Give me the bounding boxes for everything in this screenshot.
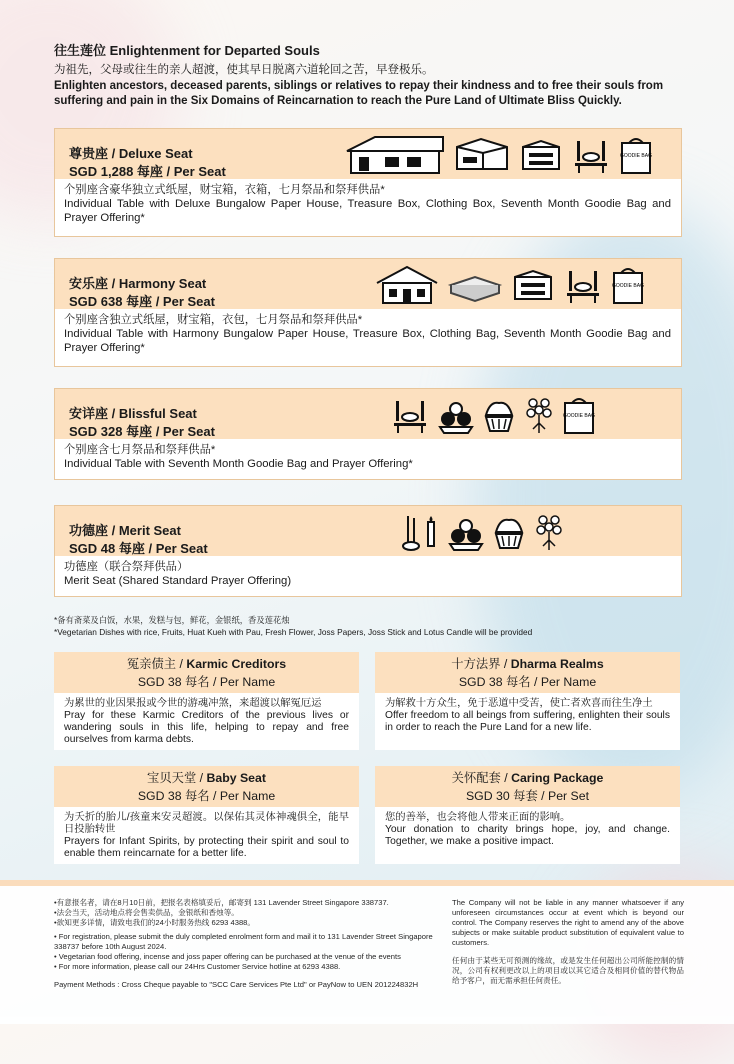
seat-body [55, 439, 681, 477]
seat-name: 安乐座 / Harmony Seat [69, 276, 207, 291]
payment-methods: Payment Methods : Cross Cheque payable to "SCC Care Services Pte Ltd" or PayNow to UEN 201224832H [54, 980, 419, 989]
seat-merit [54, 505, 682, 597]
card-desc-en: Your donation to charity brings hope, joy, and change. Together, we make a positive impact. [385, 824, 670, 847]
footer-left [54, 898, 446, 990]
card-title-en: Baby Seat [206, 771, 266, 785]
seat-price: SGD 48 每座 / Per Seat [69, 541, 208, 556]
flower-offering-icon [534, 512, 564, 552]
card-price: SGD 38 每名 / Per Name [137, 789, 276, 803]
footer-zh-line: •有意报名者，请在8月10日前，把报名表格填妥后，邮寄到 131 Lavender Street Singapore 338737. [54, 898, 389, 907]
footer-right [452, 898, 684, 986]
seat-header [55, 129, 681, 179]
flower-offering-icon [524, 395, 554, 435]
card-price: SGD 38 每名 / Per Name [137, 675, 276, 689]
provision-note [54, 614, 532, 638]
card-header [375, 652, 680, 693]
footer-en-line: • For registration, please submit the duly completed enrolment form and mail it to 131 Lavender Street Singapore 338737 before 10th August 2024. [54, 932, 433, 951]
candles-offering-icon [563, 265, 603, 305]
card-price: SGD 38 每名 / Per Name [458, 675, 597, 689]
card-baby-seat [54, 766, 359, 864]
seat-body [55, 556, 681, 594]
seat-body [55, 179, 681, 231]
card-body [54, 807, 359, 866]
card-desc-zh: 为累世的业因果报或今世的游魂冲煞，来超渡以解冤厄运 [64, 698, 322, 709]
card-desc-zh: 您的善举，也会将他人带来正面的影响。 [385, 812, 571, 823]
treasure-box-icon [447, 265, 503, 305]
footer [0, 880, 734, 1024]
goodie-bag-label: GOODIE BAG [563, 413, 595, 419]
goodie-bag-label: GOODIE BAG [620, 153, 652, 159]
seat-desc-zh: 功德座（联合祭拜供品） [64, 561, 189, 573]
footer-en-line: • Vegetarian food offering, incense and joss paper offering can be purchased at the venue of the events [54, 952, 401, 961]
seat-name: 尊贵座 / Deluxe Seat [69, 146, 193, 161]
goodie-bag-icon [611, 265, 645, 305]
provision-note-en: *Vegetarian Dishes with rice, Fruits, Huat Kueh with Pau, Fresh Flower, Joss Papers, Joss Stick and Lotus Candle will be provided [54, 627, 533, 637]
seat-blissful [54, 388, 682, 480]
seat-desc-en: Merit Seat (Shared Standard Prayer Offering) [64, 575, 292, 587]
footer-bar [0, 880, 734, 886]
card-caring-package [375, 766, 680, 864]
card-title-en: Karmic Creditors [186, 657, 287, 671]
disclaimer-en: The Company will not be liable in any manner whatsoever if any unforeseen circumstances occur at event which is beyond our control. The Company reserves the right to amend any of the above subjects or make suitable product substitution of equivalent value to customers. [452, 898, 684, 947]
card-header [54, 652, 359, 693]
fruit-offering-icon [448, 512, 484, 552]
seat-header [55, 506, 681, 556]
seat-header [55, 259, 681, 309]
seat-desc-zh: 个别座含豪华独立式纸屋，财宝箱，衣箱，七月祭品和祭拜供品* [64, 184, 385, 196]
seat-deluxe [54, 128, 682, 237]
card-title-zh: 十方法界 / [451, 657, 511, 671]
footer-en-line: • For more information, please call our 24Hrs Customer Service hotline at 6293 4388. [54, 962, 341, 971]
seat-body [55, 309, 681, 361]
intro-title: 往生莲位 Enlightenment for Departed Souls [54, 43, 320, 58]
seat-name: 功德座 / Merit Seat [69, 523, 181, 538]
card-title-en: Dharma Realms [510, 657, 604, 671]
card-desc-en: Pray for these Karmic Creditors of the previous lives or wandering souls in this life, helping to repay and free ourselves from karma debts. [64, 710, 349, 745]
bungalow-house-icon [345, 135, 445, 175]
intro-subtitle-en: Enlighten ancestors, deceased parents, siblings or relatives to repay their kindness and to free their souls from suffering and pain in the Six Domains of Reincarnation to reach the Pure Land of Ultimate Bliss Quickly. [54, 80, 664, 107]
seat-desc-zh: 个别座含七月祭品和祭拜供品* [64, 444, 216, 456]
disclaimer-zh: 任何由于某些无可预测的缘故，或是发生任何超出公司所能控制的情况，公司有权利更改以上的项目或以其它适合及相同价值的替代物品给予客户，而无需承担任何责任。 [452, 956, 684, 985]
card-body [375, 693, 680, 740]
huat-kueh-icon [492, 512, 526, 552]
card-desc-zh: 为解救十方众生，免于恶道中受苦，使亡者欢喜而往生净土 [385, 698, 653, 709]
card-title-zh: 宝贝天堂 / [147, 771, 207, 785]
seat-desc-en: Individual Table with Seventh Month Goodie Bag and Prayer Offering* [64, 458, 413, 470]
goodie-bag-icon [562, 395, 596, 435]
seat-desc-zh: 个别座含独立式纸屋，财宝箱，衣包，七月祭品和祭拜供品* [64, 314, 363, 326]
seat-desc-en: Individual Table with Harmony Bungalow Paper House, Treasure Box, Clothing Bag, Seventh Month Goodie Bag and Prayer Offering* [64, 328, 671, 354]
seat-price: SGD 328 每座 / Per Seat [69, 424, 215, 439]
card-header [54, 766, 359, 807]
intro-subtitle-zh: 为祖先，父母或往生的亲人超渡，使其早日脱离六道轮回之苦，早登极乐。 [54, 64, 434, 76]
seat-header [55, 389, 681, 439]
seat-price: SGD 638 每座 / Per Seat [69, 294, 215, 309]
footer-zh-line: •欲知更多详情，请致电我们的24小时服务热线 6293 4388。 [54, 918, 255, 927]
intro-section [54, 40, 694, 109]
card-title-en: Caring Package [511, 771, 604, 785]
candles-offering-icon [390, 395, 430, 435]
goodie-bag-label: GOODIE BAG [612, 283, 644, 289]
seat-name: 安详座 / Blissful Seat [69, 406, 197, 421]
card-desc-zh: 为夭折的胎儿/孩童来安灵超渡。以保佑其灵体神魂俱全，能早日投胎转世 [64, 812, 349, 835]
card-dharma-realms [375, 652, 680, 750]
treasure-box-icon [453, 135, 511, 175]
card-title-zh: 关怀配套 / [451, 771, 512, 785]
seat-price: SGD 1,288 每座 / Per Seat [69, 164, 226, 179]
fruit-offering-icon [438, 395, 474, 435]
card-title-zh: 冤亲债主 / [126, 657, 187, 671]
bungalow-house-icon [375, 265, 439, 305]
clothing-box-icon [511, 265, 555, 305]
card-body [375, 807, 680, 854]
card-desc-en: Offer freedom to all beings from suffering, enlighten their souls in order to reach the Pure Land for a new life. [385, 710, 670, 733]
candles-offering-icon [571, 135, 611, 175]
card-price: SGD 30 每套 / Per Set [465, 789, 589, 803]
joss-stick-icon [400, 512, 440, 552]
seat-desc-en: Individual Table with Deluxe Bungalow Paper House, Treasure Box, Clothing Box, Seventh Month Goodie Bag and Prayer Offering* [64, 198, 671, 224]
clothing-box-icon [519, 135, 563, 175]
goodie-bag-icon [619, 135, 653, 175]
footer-zh-line: •法会当天，活动地点将会售卖供品，金银纸和香烛等。 [54, 908, 239, 917]
card-karmic-creditors [54, 652, 359, 750]
seat-harmony [54, 258, 682, 367]
huat-kueh-icon [482, 395, 516, 435]
card-desc-en: Prayers for Infant Spirits, by protecting their spirit and soul to enable them reincarnate for a better life. [64, 836, 349, 859]
card-body [54, 693, 359, 752]
card-header [375, 766, 680, 807]
provision-note-zh: *备有斋菜及白饭，水果，发糕与包，鲜花，金银纸，香及莲花烛 [54, 615, 290, 625]
